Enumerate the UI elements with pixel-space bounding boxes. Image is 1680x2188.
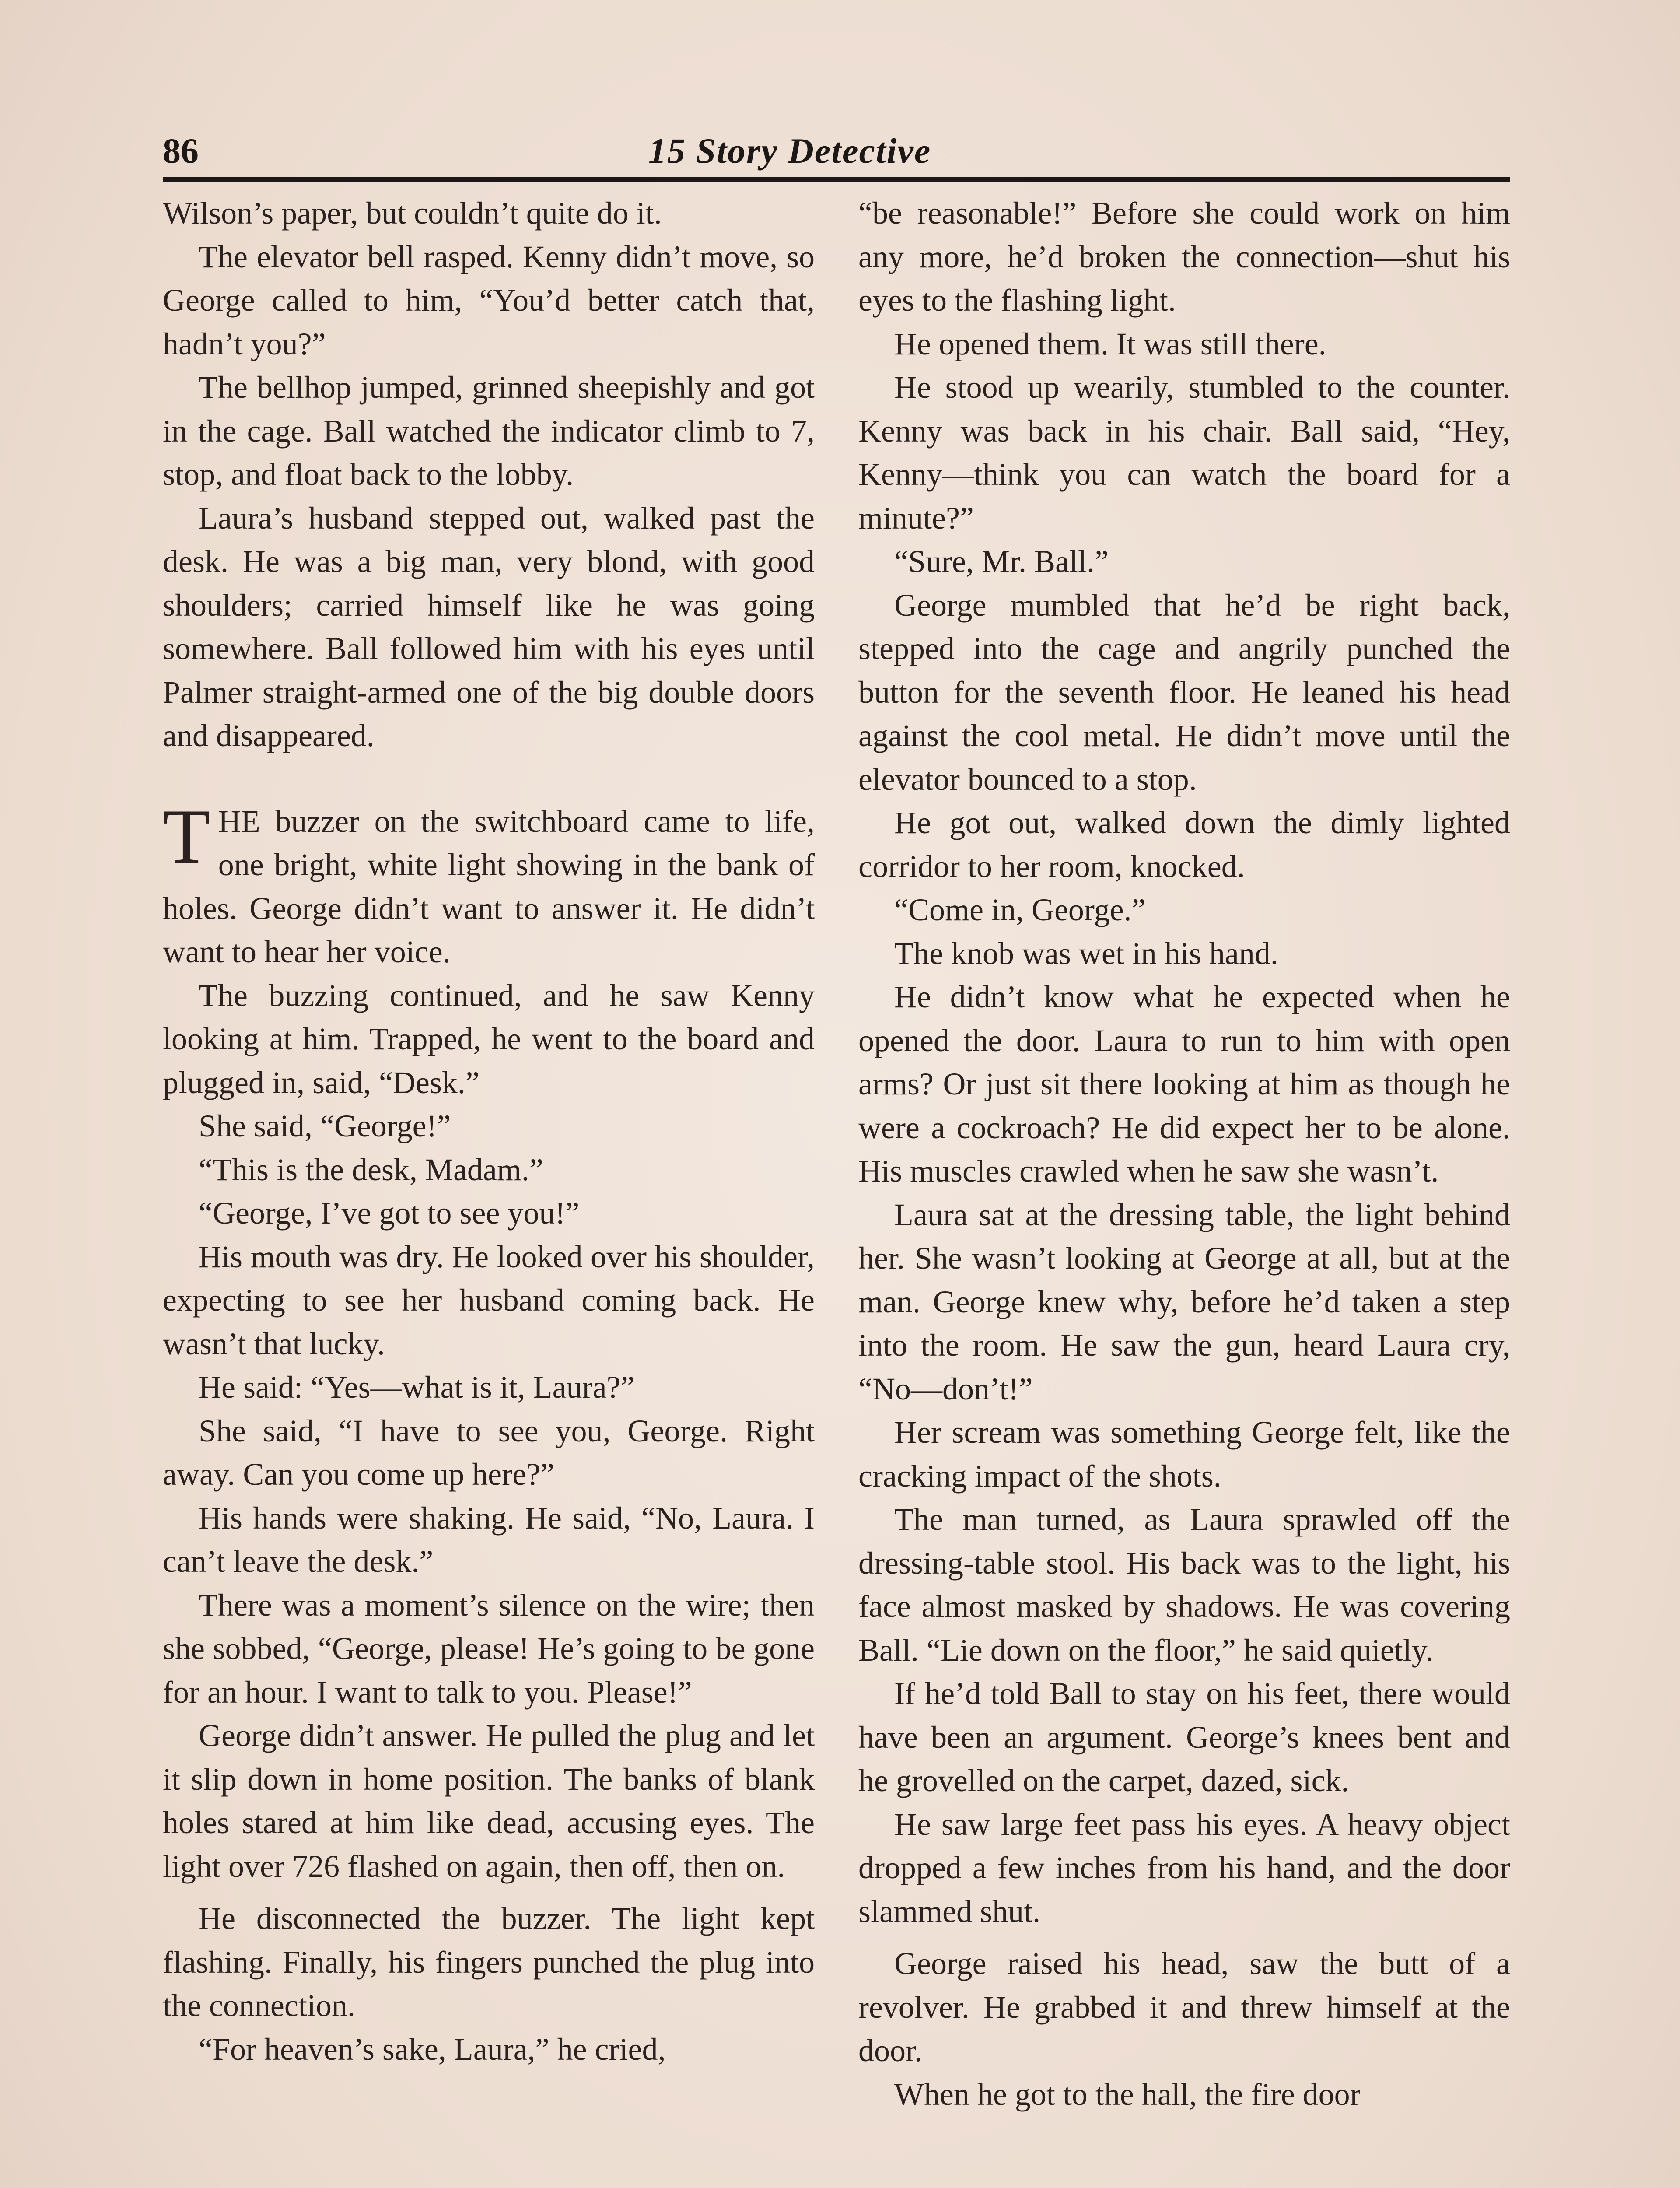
right-column [858, 192, 1510, 2116]
paragraph: The knob was wet in his hand. [894, 936, 1278, 971]
magazine-title: 15 Story Detective [648, 131, 931, 171]
paragraph: He didn’t know what he expected when he opened the door. Laura to run to him with open arms? Or just sit there looking at him as though he were a cockroach? He did expect her to be alone. His muscles crawled when he saw she wasn’t. [858, 979, 1510, 1189]
left-column [163, 192, 815, 2071]
paragraph: He stood up wearily, stumbled to the counter. Kenny was back in his chair. Ball said, “Hey, Kenny—think you can watch the board for a minute?” [858, 370, 1510, 536]
paragraph: Laura’s husband stepped out, walked past the desk. He was a big man, very blond, with good shoulders; carried himself like he was going somewhere. Ball followed him with his eyes until Palmer straight-armed one of the big double doors and disappeared. [163, 500, 815, 753]
paragraph: The bellhop jumped, grinned sheepishly and got in the cage. Ball watched the indicator climb to 7, stop, and float back to the lobby. [163, 370, 815, 492]
paragraph: He saw large feet pass his eyes. A heavy object dropped a few inches from his hand, and the door slammed shut. [858, 1806, 1510, 1929]
drop-cap: T [163, 792, 210, 880]
paragraph: When he got to the hall, the fire door [894, 2076, 1361, 2112]
paragraph: His mouth was dry. He looked over his shoulder, expecting to see her husband coming back. He wasn’t that lucky. [163, 1239, 815, 1361]
paragraph: There was a moment’s silence on the wire; then she sobbed, “George, please! He’s going to be gone for an hour. I want to talk to you. Please!” [163, 1587, 815, 1710]
paragraph: George didn’t answer. He pulled the plug and let it slip down in home position. The banks of blank holes stared at him like dead, accusing eyes. The light over 726 flashed on again, then off, then on. [163, 1718, 815, 1884]
paragraph: He said: “Yes—what is it, Laura?” [199, 1370, 635, 1405]
paragraph: He opened them. It was still there. [894, 326, 1326, 361]
paragraph: Laura sat at the dressing table, the light behind her. She wasn’t looking at George at all, but at the man. George knew why, before he’d taken a step into the room. He saw the gun, heard Laura cry, “No—don’t!” [858, 1197, 1510, 1406]
paragraph: “Sure, Mr. Ball.” [894, 544, 1109, 579]
paragraph: His hands were shaking. He said, “No, Laura. I can’t leave the desk.” [163, 1500, 815, 1579]
paragraph: Wilson’s paper, but couldn’t quite do it. [163, 196, 662, 231]
paragraph: The buzzing continued, and he saw Kenny looking at him. Trapped, he went to the board and plugged in, said, “Desk.” [163, 978, 815, 1100]
paragraph: The elevator bell rasped. Kenny didn’t move, so George called to him, “You’d better catch that, hadn’t you?” [163, 239, 815, 361]
paragraph-text: HE buzzer on the switchboard came to life, one bright, white light showing in the bank of holes. George didn’t want to answer it. He didn’t want to hear her voice. [163, 803, 815, 969]
paragraph: “Come in, George.” [894, 892, 1146, 927]
paragraph: She said, “I have to see you, George. Right away. Can you come up here?” [163, 1413, 815, 1492]
paragraph: George raised his head, saw the butt of a revolver. He grabbed it and threw himself at the door. [858, 1946, 1510, 2068]
paragraph: The man turned, as Laura sprawled off the dressing-table stool. His back was to the light, his face almost masked by shadows. He was covering Ball. “Lie down on the floor,” he said quietly. [858, 1502, 1510, 1668]
header-rule [163, 177, 1510, 182]
paragraph: She said, “George!” [199, 1108, 451, 1143]
page-number: 86 [163, 131, 199, 171]
paragraph: He got out, walked down the dimly lighted corridor to her room, knocked. [858, 805, 1510, 884]
paragraph: “This is the desk, Madam.” [199, 1152, 543, 1187]
paragraph: If he’d told Ball to stay on his feet, there would have been an argument. George’s knees bent and he grovelled on the carpet, dazed, sick. [858, 1676, 1510, 1798]
paragraph-drop-cap [163, 792, 815, 974]
page-header [163, 127, 1510, 175]
paragraph: “For heaven’s sake, Laura,” he cried, [199, 2031, 666, 2067]
paragraph: Her scream was something George felt, like the cracking impact of the shots. [858, 1415, 1510, 1494]
paragraph: “George, I’ve got to see you!” [199, 1196, 580, 1231]
paragraph: He disconnected the buzzer. The light kept flashing. Finally, his fingers punched the plug into the connection. [163, 1901, 815, 2023]
paragraph: “be reasonable!” Before she could work on him any more, he’d broken the connection—shut his eyes to the flashing light. [858, 196, 1510, 318]
paragraph: George mumbled that he’d be right back, stepped into the cage and angrily punched the button for the seventh floor. He leaned his head against the cool metal. He didn’t move until the elevator bounced to a stop. [858, 587, 1510, 797]
